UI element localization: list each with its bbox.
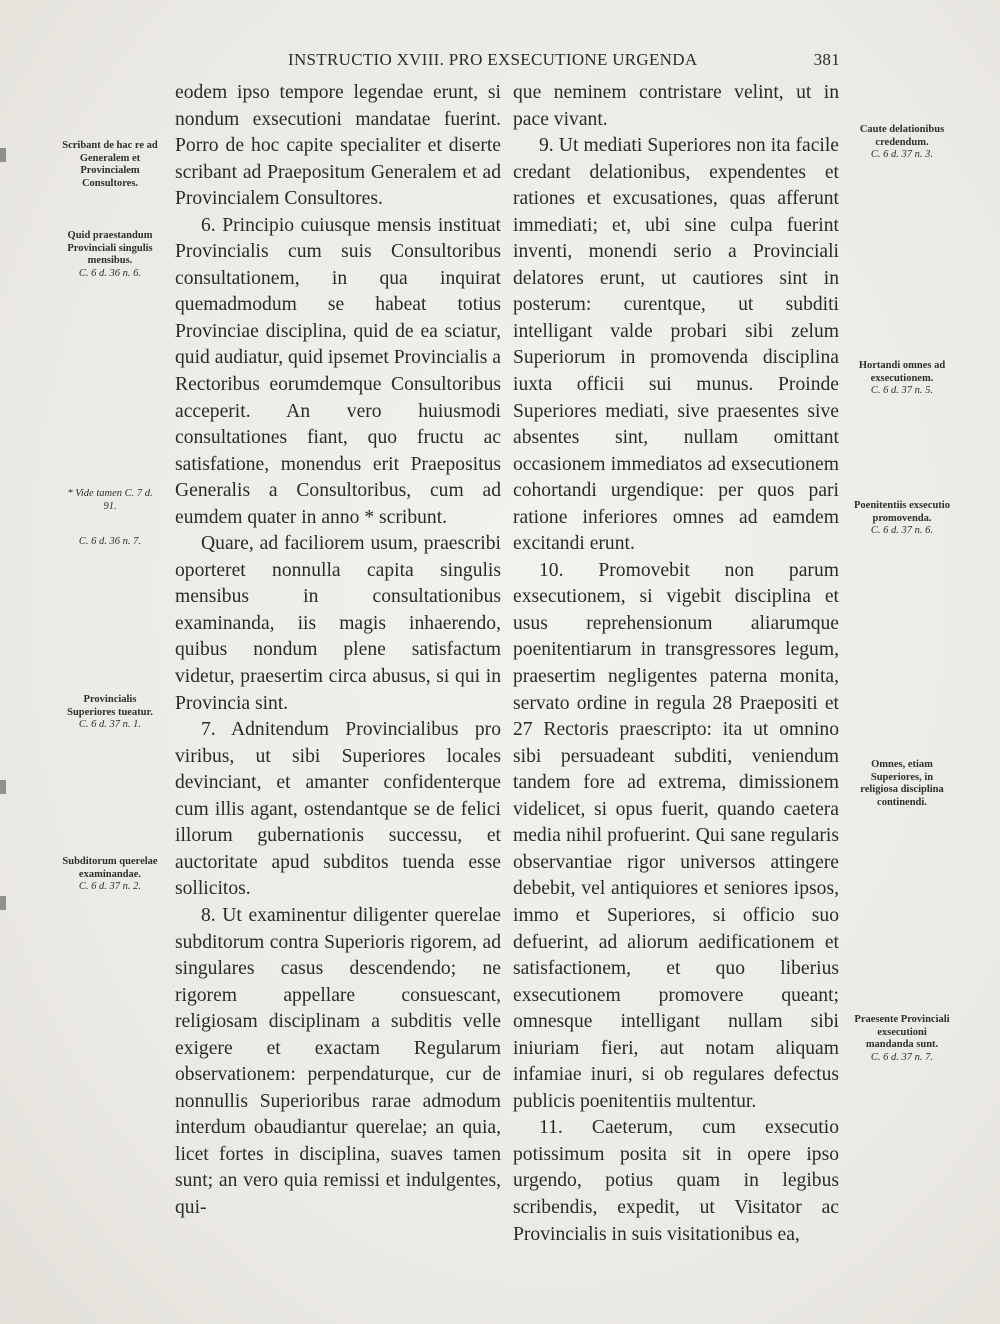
paragraph: Quare, ad faciliorem usum, praescribi oporteret nonnulla capita singulis mensibus in consultationibus examinanda, iis magis inhaerendo, quibus nondum plene satisfactum videtur, praesertim circa abusus, si qui in Provincia sint.	[175, 533, 501, 714]
margin-note-right-4	[852, 759, 952, 810]
paragraph: 8. Ut examinentur diligenter querelae subditorum contra Superioris rigorem, ad singulares casus descendendo; ne rigorem appellare consuescant, religiosam disciplinam a subditis velle exigere et exactam Regularum observationem: perpendaturque, cur de nonnullis Superioribus rarae admodum interdum obaudiantur querelae; an quia, licet fortes in disciplina, suaves tamen sunt; an vero quia remissi et indulgentes, qui-	[175, 904, 501, 1218]
margin-note-right-1	[852, 124, 952, 162]
margin-note-left-3	[60, 488, 160, 513]
margin-note-text: Omnes, etiam Superiores, in religiosa disciplina continendi.	[860, 759, 944, 809]
paragraph: 6. Principio cuiusque mensis instituat Provincialis cum suis Consultoribus consultationem, in qua inquirat quemadmodum se habeat totius Provinciae disciplina, quid de ea sciatur, quid audiatur, quid ipsemet Provincialis a Rectoribus eorumdemque Consultoribus acceperit. An vero huiusmodi consultationes fiant, quo fructu ac satisfatione, monendus erit Praepositus Generalis a Consultoribus, cum ad eumdem quater in anno * scribunt.	[175, 214, 501, 528]
running-title: INSTRUCTIO XVIII. PRO EXSECUTIONE URGENDA	[288, 50, 698, 69]
margin-note-ref: C. 6 d. 37 n. 3.	[870, 149, 934, 161]
margin-note-left-2	[60, 230, 160, 281]
margin-note-ref: C. 6 d. 37 n. 6.	[870, 525, 934, 537]
margin-note-ref: C. 6 d. 37 n. 2.	[78, 881, 142, 893]
margin-note-text: Praesente Provinciali exsecutioni mandanda sunt.	[854, 1014, 950, 1051]
paragraph: eodem ipso tempore legendae erunt, si nondum exsecutioni mandatae fuerint. Porro de hoc capite specialiter et diserte scribant ad Praepositum Generalem et ad Provincialem Consultores.	[175, 82, 501, 210]
margin-note-text: Poenitentiis exsecutio promovenda.	[854, 500, 950, 524]
margin-note-ref: C. 6 d. 37 n. 1.	[78, 719, 142, 731]
margin-note-right-5	[852, 1014, 952, 1065]
margin-note-ref: * Vide tamen C. 7 d. 91.	[67, 488, 153, 512]
paragraph: 11. Caeterum, cum exsecutio potissimum posita sit in opere ipso urgendo, potius quam in legibus scribendis, expedit, ut Visitator ac Provincialis in suis visitationibus ea,	[513, 1117, 839, 1245]
paragraph: 10. Promovebit non parum exsecutionem, si vigebit disciplina et usus reprehensionum aliarumque poenitentiarum in transgressores legum, praesertim negligentes paterna monita, servato ordine in regula 28 Praepositi et 27 Rectoris praescripto: ita ut omnino sibi persuadeant subditi, veniendum tandem fore ad extrema, dimissionem videlicet, si opus fuerit, quando caetera media nihil profuerint. Qui sane regularis observantiae rigor universos attingere debebit, vel antiquiores et seniores ipsos, immo et Superiores, si officio suo defuerint, ad aliorum aedificationem et satisfactionem, et quo liberius exsecutionem promovere queant; omnesque intelligant nullam sibi iniuriam fieri, aut notam aliquam infamiae inuri, si ob regulares defectus publicis poenitentiis multentur.	[513, 559, 839, 1112]
binding-mark	[0, 896, 6, 910]
paragraph: 9. Ut mediati Superiores non ita facile credant delationibus, expendentes et rationes et excusationes, quas afferunt immediati; et, ubi sine culpa fuerint inventi, monendi serio a Provinciali delatores erunt, ut cautiores sint in posterum: curentque, ut subditi intelligant valde probari sibi zelum Superiorum in promovenda disciplina iuxta officii sui munus. Proinde Superiores mediati, sive praesentes sive absentes sint, nullam omittant occasionem immediatos ad exsecutionem cohortandi urgendique: per quos pari ratione inferiores omnes ad eamdem excitandi erunt.	[513, 135, 839, 555]
binding-mark	[0, 780, 6, 794]
running-header	[270, 46, 840, 76]
margin-note-left-6	[60, 856, 160, 894]
margin-note-right-2	[852, 360, 952, 398]
margin-note-text: Provincialis Superiores tueatur.	[67, 694, 153, 718]
margin-note-ref: C. 6 d. 37 n. 7.	[870, 1052, 934, 1064]
left-column	[175, 80, 501, 1222]
page-number: 381	[813, 50, 840, 69]
paragraph: 7. Adnitendum Provincialibus pro viribus, ut sibi Superiores locales devinciant, et amanter confidenterque cum illis agant, ostendantque se de felici illorum gubernationis successu, et auctoritate apud subditos tuenda esse sollicitos.	[175, 719, 501, 900]
margin-note-text: Scribant de hac re ad Generalem et Provincialem Consultores.	[62, 140, 158, 190]
margin-note-text: Caute delationibus credendum.	[859, 124, 945, 148]
binding-mark	[0, 148, 6, 162]
margin-note-ref: C. 6 d. 37 n. 5.	[870, 385, 934, 397]
margin-note-right-3	[852, 500, 952, 538]
margin-note-left-1	[60, 140, 160, 191]
margin-note-ref: C. 6 d. 36 n. 6.	[78, 268, 142, 280]
paragraph: que neminem contristare velint, ut in pace vivant.	[513, 82, 839, 130]
margin-note-ref: C. 6 d. 36 n. 7.	[78, 536, 142, 547]
right-column	[513, 80, 839, 1248]
margin-note-text: Subditorum querelae examinandae.	[62, 856, 158, 880]
margin-note-text: Hortandi omnes ad exsecutionem.	[858, 360, 946, 384]
margin-note-text: Quid praestandum Provinciali singulis mensibus.	[67, 230, 153, 267]
margin-note-left-5	[60, 694, 160, 732]
margin-note-left-4	[60, 536, 160, 549]
